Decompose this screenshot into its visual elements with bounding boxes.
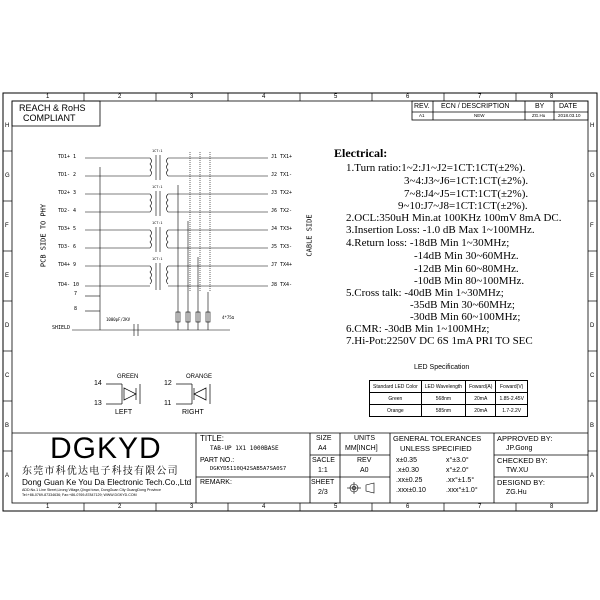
tolerance-linear: .xxx±0.10 [396, 487, 426, 494]
tolerance-angular: .xx°±1.5° [446, 477, 475, 484]
grid-row-label: B [5, 423, 10, 429]
turns-ratio-label: 1CT:1 [152, 221, 163, 225]
right-pin-label: J3 TX2+ [271, 190, 293, 196]
electrical-note-line: 1.Turn ratio:1~2:J1~J2=1CT:1CT(±2%). [346, 162, 526, 174]
company-name-cn: 东莞市科优达电子科技有限公司 [22, 466, 179, 477]
remark-label: REMARK: [200, 479, 232, 486]
designed-value: ZG.Hu [506, 489, 527, 496]
green-pin-13: 13 [94, 400, 102, 407]
tolerance-linear: .xx±0.25 [396, 477, 423, 484]
grid-row-label: G [590, 173, 595, 179]
green-led-label: GREEN [117, 374, 139, 380]
rev-label: REV [357, 457, 372, 464]
units-label: UNITS [354, 435, 375, 442]
right-pin-label: J2 TX1- [271, 172, 293, 178]
grid-col-label: 6 [406, 504, 410, 510]
left-pin-label: TD1- 2 [58, 172, 77, 178]
designed-label: DESIGND BY: [497, 478, 545, 487]
company-contact: Tel:+86-0769-87334636; Fax:+86-0769-87847129; WWW.DGKYD.COM [22, 493, 137, 497]
electrical-note-line: 6.CMR: -30dB Min 1~100MHz; [346, 323, 490, 335]
date-header: DATE [559, 103, 578, 110]
grid-col-label: 1 [46, 94, 50, 100]
resistor-label: 4*75Ω [222, 315, 235, 320]
grid-row-label: A [5, 473, 10, 479]
ecn-header: ECN / DESCRIPTION [441, 103, 510, 110]
table-cell: 20mA [466, 393, 496, 405]
title-label: TITLE: [200, 434, 225, 443]
electrical-note-line: 5.Cross talk: -40dB Min 1~30MHz; [346, 287, 504, 299]
electrical-note-line: -10dB Min 80~100MHz. [414, 275, 525, 287]
electrical-note-line: 7~8:J4~J5=1CT:1CT(±2%). [404, 188, 529, 200]
tolerance-label-1: GENERAL TOLERANCES [393, 434, 482, 443]
rev-header: REV. [414, 103, 430, 110]
grid-col-label: 2 [118, 504, 122, 510]
right-pin-label: J6 TX2- [271, 208, 293, 214]
table-cell: 568nm [421, 393, 465, 405]
electrical-note-line: -14dB Min 30~60MHz. [414, 250, 519, 262]
electrical-note-line: -35dB Min 30~60MHz; [410, 299, 515, 311]
cable-side-label: CABLE SIDE [305, 214, 314, 257]
grid-col-label: 7 [478, 504, 482, 510]
grid-row-label: H [590, 123, 595, 129]
shield-label: SHIELD [52, 325, 71, 331]
company-name-en: Dong Guan Ke You Da Electronic Tech.Co.,Ltd [22, 478, 192, 487]
title-value: TAB-UP 1X1 1000BASE [210, 445, 279, 452]
table-cell: 1.85-2.45V [496, 393, 527, 405]
orange-pin-12: 12 [164, 380, 172, 387]
grid-col-label: 3 [190, 94, 194, 100]
electrical-note-line: -30dB Min 60~100MHz; [410, 311, 521, 323]
by-header: BY [535, 103, 545, 110]
electrical-note-line: 9~10:J7~J8=1CT:1CT(±2%). [398, 200, 528, 212]
grid-row-label: A [590, 473, 595, 479]
grid-row-label: F [5, 223, 9, 229]
grid-col-label: 4 [262, 504, 266, 510]
part-label: PART NO.: [200, 457, 235, 464]
left-pin-label: TD4+ 9 [58, 262, 77, 268]
green-pin-14: 14 [94, 380, 102, 387]
projection-symbol-icon [347, 482, 374, 494]
by-value: ZG.Hu [532, 113, 546, 118]
led-row-orange [370, 405, 528, 417]
ecn-value: NEW [474, 113, 485, 118]
led-col-forward-v: Foward(V) [496, 381, 527, 393]
table-cell: 585nm [421, 405, 465, 417]
turns-ratio-label: 1CT:1 [152, 149, 163, 153]
right-pin-label: J5 TX3- [271, 244, 293, 250]
left-pin-label: TD2+ 3 [58, 190, 77, 196]
led-row-green [370, 393, 528, 405]
led-col-wavelength: LED Wavelength [421, 381, 465, 393]
electrical-note-line: 2.OCL:350uH Min.at 100KHz 100mV 8mA DC. [346, 212, 562, 224]
table-cell: 20mA [466, 405, 496, 417]
grid-col-label: 4 [262, 94, 266, 100]
left-pin-label: TD4- 10 [58, 282, 80, 288]
tolerance-angular: .xxx°±1.0° [446, 487, 478, 494]
compliance-line-2: COMPLIANT [23, 113, 76, 123]
scale-label: SACLE [312, 457, 335, 464]
grid-row-label: H [5, 123, 10, 129]
checked-value: TW.XU [506, 467, 529, 474]
sheet-label: SHEET [311, 479, 335, 486]
orange-pin-11: 11 [164, 400, 172, 407]
turns-ratio-label: 1CT:1 [152, 257, 163, 261]
right-pin-label: J7 TX4+ [271, 262, 293, 268]
table-cell: Green [370, 393, 422, 405]
compliance-line-1: REACH & RoHS [19, 103, 86, 113]
tolerance-angular: x°±2.0° [446, 467, 469, 474]
approved-label: APPROVED BY: [497, 434, 553, 443]
left-pin-label: TD2- 4 [58, 208, 77, 214]
sheet-value: 2/3 [318, 489, 328, 496]
scale-value: 1:1 [318, 467, 328, 474]
grid-col-label: 5 [334, 94, 338, 100]
approved-value: JP.Gong [506, 445, 533, 452]
grid-col-label: 5 [334, 504, 338, 510]
table-cell: Orange [370, 405, 422, 417]
grid-row-label: E [590, 273, 595, 279]
grid-col-label: 2 [118, 94, 122, 100]
led-col-color: Standard LED Color [370, 381, 422, 393]
electrical-note-line: 3.Insertion Loss: -1.0 dB Max 1~100MHz. [346, 224, 535, 236]
capacitor-label: 1000pF/2KV [106, 317, 131, 322]
right-led-label: RIGHT [182, 409, 204, 416]
pcb-side-label: PCB SIDE TO PHY [39, 203, 48, 268]
grid-row-label: F [590, 223, 594, 229]
left-led-label: LEFT [115, 409, 133, 416]
right-pin-label: J4 TX3+ [271, 226, 293, 232]
grid-col-label: 6 [406, 94, 410, 100]
tolerance-linear: .x±0.30 [396, 467, 419, 474]
turns-ratio-label: 1CT:1 [152, 185, 163, 189]
date-value: 2018.03.10 [558, 113, 581, 118]
units-value: MM[INCH] [345, 445, 378, 452]
electrical-title: Electrical: [334, 146, 388, 160]
grid-col-label: 3 [190, 504, 194, 510]
size-value: A4 [318, 445, 327, 452]
checked-label: CHECKED BY: [497, 456, 548, 465]
grid-row-label: G [5, 173, 10, 179]
grid-row-label: C [5, 373, 10, 379]
size-label: SIZE [316, 435, 332, 442]
pin-8-label: 8 [74, 306, 78, 312]
electrical-note-line: 3~4:J3~J6=1CT:1CT(±2%). [404, 175, 529, 187]
company-address: ADD:No.1 Line Street,Lirong Village,Qingxi town, DongGuan City GuangDong Province [22, 488, 161, 492]
led-col-forward-a: Foward(A) [466, 381, 496, 393]
grid-row-label: C [590, 373, 595, 379]
grid-row-label: D [5, 323, 10, 329]
part-value: DGKYD5110Q42SAB5A7SA0S7 [210, 466, 287, 472]
grid-col-label: 1 [46, 504, 50, 510]
left-pin-label: TD1+ 1 [58, 154, 77, 160]
company-logo: DGKYD [50, 432, 162, 465]
right-pin-label: J1 TX1+ [271, 154, 293, 160]
left-pin-label: TD3- 6 [58, 244, 77, 250]
led-symbols [106, 384, 210, 404]
tolerance-angular: x°±3.0° [446, 457, 469, 464]
table-cell: 1.7-2.2V [496, 405, 527, 417]
left-pin-label: TD3+ 5 [58, 226, 77, 232]
grid-row-label: E [5, 273, 10, 279]
grid-col-label: 8 [550, 504, 554, 510]
rev-value: A1 [419, 113, 425, 118]
grid-row-label: D [590, 323, 595, 329]
orange-led-label: ORANGE [186, 374, 213, 380]
right-pin-label: J8 TX4- [271, 282, 293, 288]
rev-value: A0 [360, 467, 369, 474]
grid-col-label: 8 [550, 94, 554, 100]
tolerance-linear: x±0.35 [396, 457, 417, 464]
electrical-note-line: 4.Return loss: -18dB Min 1~30MHz; [346, 237, 510, 249]
tolerance-label-2: UNLESS SPECIFIED [400, 444, 472, 453]
pin-7-label: 7 [74, 291, 78, 297]
grid-row-label: B [590, 423, 595, 429]
electrical-note-line: 7.Hi-Pot:2250V DC 6S 1mA PRI TO SEC [346, 335, 533, 347]
grid-col-label: 7 [478, 94, 482, 100]
electrical-note-line: -12dB Min 60~80MHz. [414, 263, 519, 275]
led-spec-title: LED Specification [414, 364, 470, 371]
led-spec-table [369, 380, 528, 417]
